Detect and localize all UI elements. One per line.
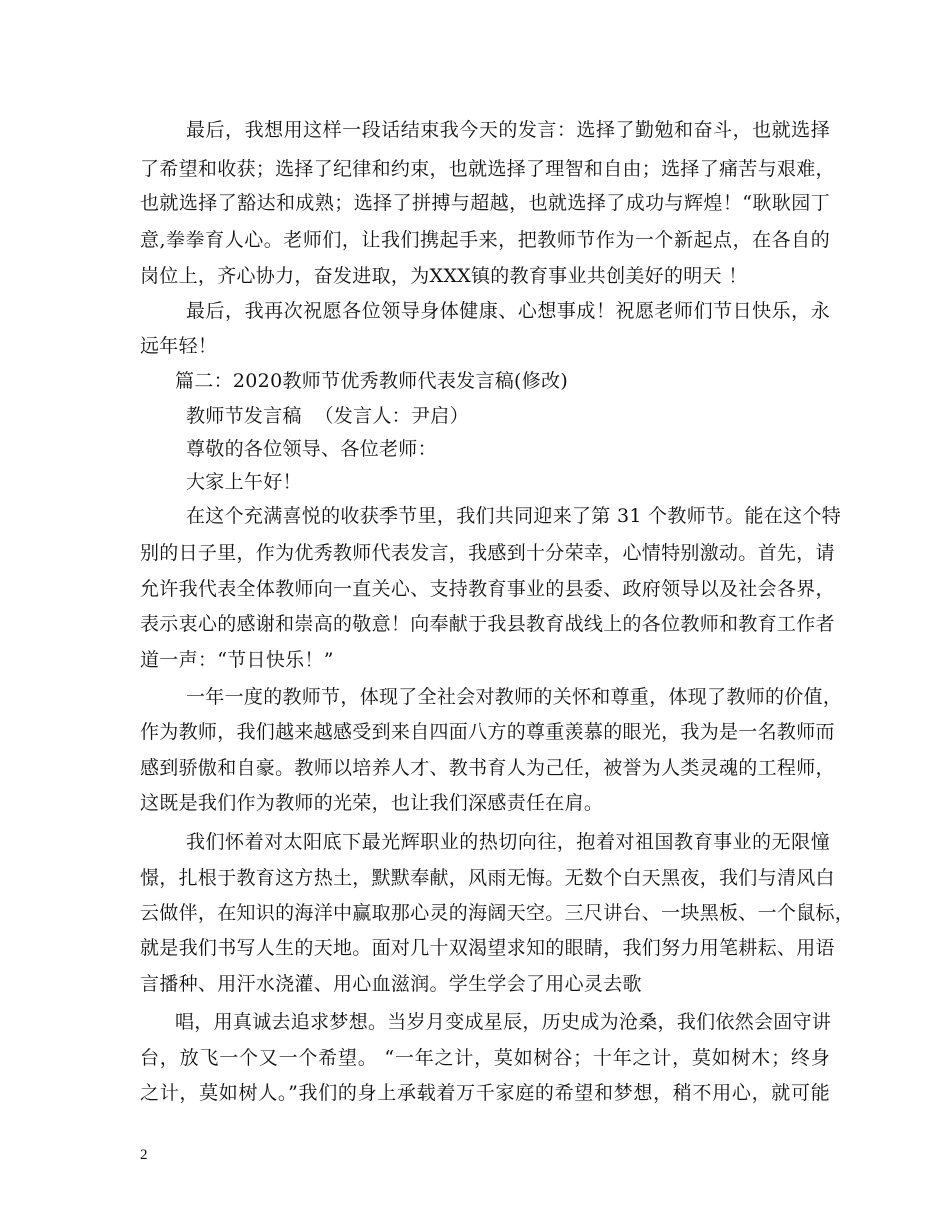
text-line: 云做伴，在知识的海洋中赢取那心灵的海阔天空。三尺讲台、一块黑板、一个鼠标，: [140, 902, 855, 924]
text-line: 允许我代表全体教师向一直关心、支持教育事业的县委、政府领导以及社会各界，: [140, 578, 835, 600]
speech-title: 教师节发言稿 （发言人：尹启）: [186, 405, 469, 427]
text-line: 了希望和收获；选择了纪律和约束，也就选择了理智和自由；选择了痛苦与艰难，: [140, 158, 835, 180]
text-line: 就是我们书写人生的天地。面对几十双渴望求知的眼睛，我们努力用笔耕耘、用语: [140, 937, 835, 959]
text-line: 唱，用真诚去追求梦想。当岁月变成星辰，历史成为沧桑，我们依然会固守讲: [175, 1011, 832, 1033]
text-line: 台，放飞一个又一个希望。 “一年之计，莫如树谷；十年之计，莫如树木；终身: [140, 1047, 830, 1069]
text-line: 道一声：“节日快乐！”: [140, 649, 334, 671]
text-line: 一年一度的教师节，体现了全社会对教师的关怀和尊重，体现了教师的价值，: [186, 686, 843, 708]
text-line: 也就选择了豁达和成熟；选择了拼搏与超越，也就选择了成功与辉煌！“耿耿园丁: [140, 192, 830, 214]
salutation: 尊敬的各位领导、各位老师：: [186, 438, 437, 460]
greeting: 大家上午好！: [186, 471, 302, 493]
text-line: 这既是我们作为教师的光荣，也让我们深感责任在肩。: [140, 792, 604, 814]
text-line: 远年轻！: [140, 335, 218, 357]
text-line: 表示衷心的感谢和崇高的敬意！向奉献于我县教育战线上的各位教师和教育工作者: [140, 613, 835, 635]
text-line: 岗位上，齐心协力，奋发进取，为XXX镇的教育事业共创美好的明天 ！: [140, 265, 748, 287]
text-line: 我们怀着对太阳底下最光辉职业的热切向往，抱着对祖国教育事业的无限憧: [186, 831, 830, 853]
text-line: 最后，我再次祝愿各位领导身体健康、心想事成！祝愿老师们节日快乐，永: [186, 300, 830, 322]
text-line: 感到骄傲和自豪。教师以培养人才、教书育人为己任，被誉为人类灵魂的工程师，: [140, 757, 835, 779]
text-line: 别的日子里，作为优秀教师代表发言，我感到十分荣幸，心情特别激动。首先，请: [140, 542, 835, 564]
text-line: 作为教师，我们越来越感受到来自四面八方的尊重羡慕的眼光，我为是一名教师而: [140, 721, 835, 743]
page-number: 2: [140, 1147, 148, 1163]
text-line: 言播种、用汗水浇灌、用心血滋润。学生学会了用心灵去歌: [140, 973, 642, 995]
text-line: 最后，我想用这样一段话结束我今天的发言：选择了勤勉和奋斗，也就选择: [186, 119, 830, 141]
section-heading: 篇二：2020教师节优秀教师代表发言稿(修改): [175, 370, 569, 392]
text-line: 之计，莫如树人。”我们的身上承载着万千家庭的希望和梦想，稍不用心，就可能: [140, 1082, 830, 1104]
text-line: 憬，扎根于教育这方热土，默默奉献，风雨无悔。无数个白天黑夜，我们与清风白: [140, 867, 835, 889]
text-line: 意,拳拳育人心。老师们，让我们携起手来，把教师节作为一个新起点，在各自的: [140, 229, 830, 251]
text-line: 在这个充满喜悦的收获季节里，我们共同迎来了第 31 个教师节。能在这个特: [186, 505, 842, 527]
